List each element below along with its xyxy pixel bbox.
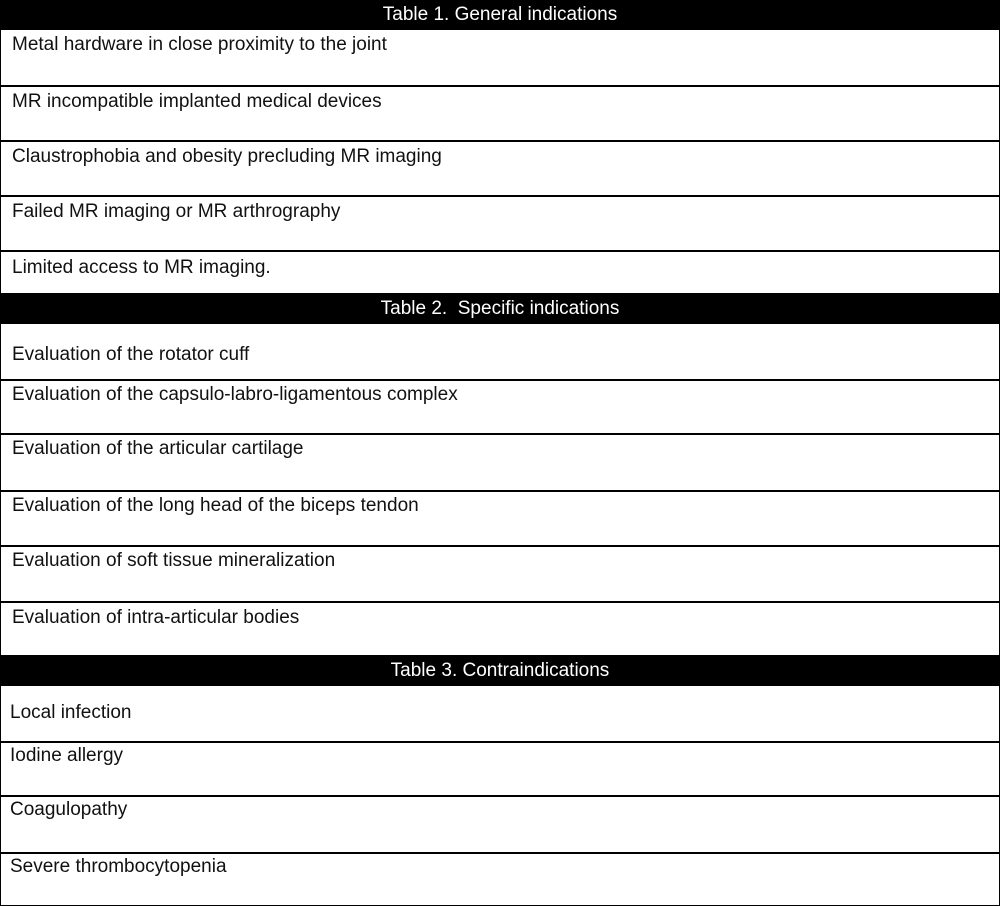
table-3-row: Coagulopathy bbox=[0, 797, 1000, 854]
table-3-title: Table 3. Contraindications bbox=[0, 656, 1000, 686]
table-1-title: Table 1. General indications bbox=[0, 0, 1000, 30]
table-2-row: Evaluation of the capsulo-labro-ligamentous complex bbox=[0, 381, 1000, 435]
table-1-row: Failed MR imaging or MR arthrography bbox=[0, 197, 1000, 252]
table-1-row: Metal hardware in close proximity to the joint bbox=[0, 30, 1000, 87]
table-3-row: Iodine allergy bbox=[0, 743, 1000, 797]
table-2-title: Table 2. Specific indications bbox=[0, 294, 1000, 324]
table-1-row: Limited access to MR imaging. bbox=[0, 252, 1000, 294]
table-3-row: Severe thrombocytopenia bbox=[0, 854, 1000, 906]
table-2-row: Evaluation of soft tissue mineralization bbox=[0, 547, 1000, 603]
table-2-row: Evaluation of the rotator cuff bbox=[0, 324, 1000, 381]
table-2-row: Evaluation of intra-articular bodies bbox=[0, 603, 1000, 656]
table-2-row: Evaluation of the articular cartilage bbox=[0, 435, 1000, 492]
table-2-row: Evaluation of the long head of the biceps tendon bbox=[0, 492, 1000, 547]
table-3-row: Local infection bbox=[0, 686, 1000, 743]
table-1-row: MR incompatible implanted medical devices bbox=[0, 87, 1000, 142]
table-1-row: Claustrophobia and obesity precluding MR imaging bbox=[0, 142, 1000, 197]
